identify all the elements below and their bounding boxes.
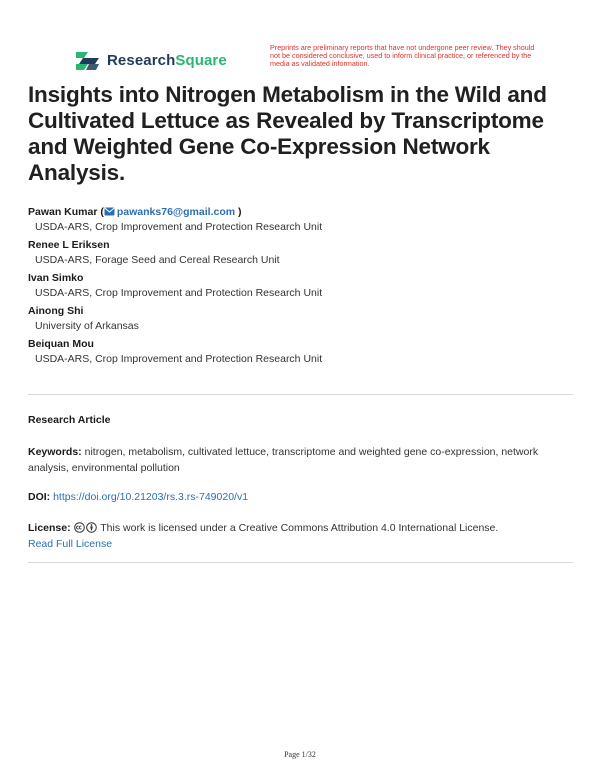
author-name: Beiquan Mou [28, 338, 94, 350]
read-full-license-link[interactable]: Read Full License [28, 538, 113, 550]
author-item [28, 304, 573, 334]
author-item [28, 271, 573, 301]
license-label: License: [28, 522, 71, 534]
envelope-icon [104, 207, 115, 216]
author-item [28, 238, 573, 268]
article-type: Research Article [28, 414, 111, 426]
author-affiliation: USDA-ARS, Crop Improvement and Protection Research Unit [35, 353, 323, 365]
author-affiliation: USDA-ARS, Crop Improvement and Protection Research Unit [35, 287, 323, 299]
section-divider [28, 394, 573, 395]
license-block [28, 520, 573, 552]
author-name: Ainong Shi [28, 305, 84, 317]
author-email-link[interactable]: pawanks76@gmail.com [116, 206, 236, 218]
attribution-icon[interactable] [86, 522, 97, 533]
research-square-logo[interactable] [74, 47, 227, 73]
doi-label: DOI: [28, 491, 51, 503]
author-affiliation: USDA-ARS, Forage Seed and Cereal Research Unit [35, 254, 280, 266]
author-list [28, 205, 573, 370]
author-affiliation: University of Arkansas [35, 320, 139, 332]
doi-link[interactable]: https://doi.org/10.21203/rs.3.rs-749020/v1 [53, 491, 249, 503]
email-close-paren: ) [238, 206, 242, 218]
logo-text [107, 52, 227, 69]
keywords-label: Keywords: [28, 446, 82, 458]
keywords-block [28, 444, 568, 476]
creative-commons-icon[interactable] [74, 522, 85, 533]
preprint-notice: Preprints are preliminary reports that have not undergone peer review. They should not be considered conclusive, used to inform clinical practice, or referenced by the media as validated information. [270, 43, 535, 68]
author-item [28, 337, 573, 367]
author-name: Pawan Kumar [28, 206, 98, 218]
author-name: Ivan Simko [28, 272, 84, 284]
author-item [28, 205, 573, 235]
logo-text-research: Research [107, 51, 176, 69]
author-name: Renee L Eriksen [28, 239, 110, 251]
research-square-logo-icon [74, 48, 101, 72]
section-divider [28, 562, 573, 563]
doi-block [28, 490, 248, 505]
page-number: Page 1/32 [284, 750, 316, 759]
logo-text-square: Square [175, 51, 227, 69]
email-open-paren: ( [100, 206, 104, 218]
keywords-text: nitrogen, metabolism, cultivated lettuce, transcriptome and weighted gene co-expression, network analysis, environmental pollution [28, 446, 539, 474]
author-affiliation: USDA-ARS, Crop Improvement and Protection Research Unit [35, 221, 323, 233]
paper-title: Insights into Nitrogen Metabolism in the Wild and Cultivated Lettuce as Revealed by Transcriptome and Weighted Gene Co-Expression Network Analysis. [28, 82, 547, 185]
license-text: This work is licensed under a Creative Commons Attribution 4.0 International License. [100, 522, 499, 534]
